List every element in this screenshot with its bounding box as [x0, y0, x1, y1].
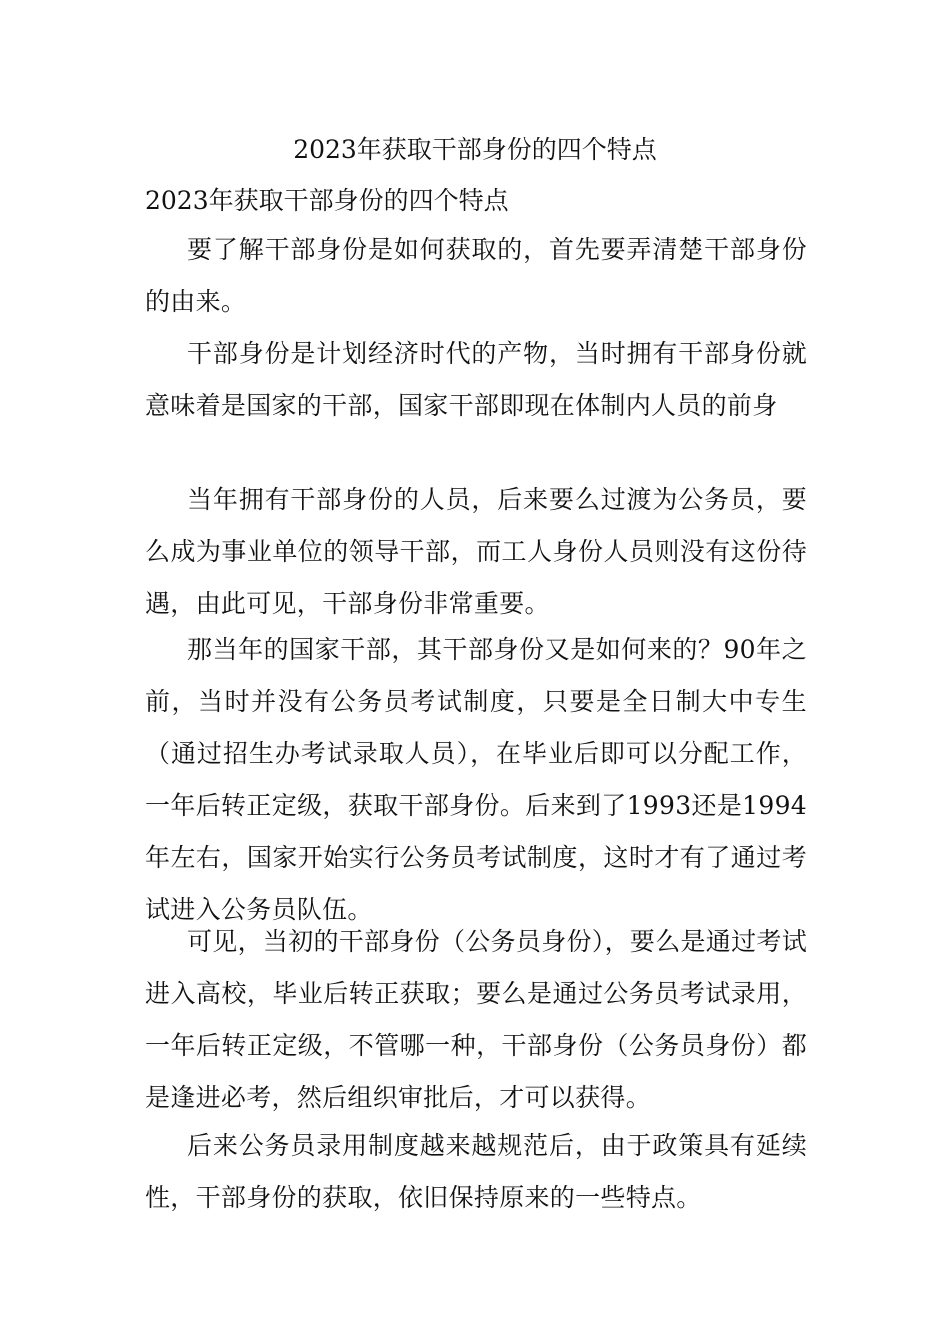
paragraph-3: 当年拥有干部身份的人员，后来要么过渡为公务员，要么成为事业单位的领导干部，而工人身份人员则没有这份待遇，由此可见，干部身份非常重要。 [145, 485, 807, 618]
paragraph-1: 要了解干部身份是如何获取的，首先要弄清楚干部身份的由来。 [145, 235, 807, 316]
paragraph-2: 干部身份是计划经济时代的产物，当时拥有干部身份就意味着是国家的干部，国家干部即现在体制内人员的前身 [145, 339, 807, 420]
paragraph-5: 可见，当初的干部身份（公务员身份），要么是通过考试进入高校，毕业后转正获取；要么是通过公务员考试录用，一年后转正定级，不管哪一种，干部身份（公务员身份）都是逢进必考，然后组织审批后，才可以获得。 [145, 927, 808, 1112]
document-subtitle: 2023年获取干部身份的四个特点 [145, 186, 509, 215]
document-title: 2023年获取干部身份的四个特点 [293, 135, 657, 164]
paragraph-6: 后来公务员录用制度越来越规范后，由于政策具有延续性，干部身份的获取，依旧保持原来的一些特点。 [145, 1131, 807, 1212]
paragraph-4: 那当年的国家干部，其干部身份又是如何来的？90年之前，当时并没有公务员考试制度，只要是全日制大中专生（通过招生办考试录取人员），在毕业后即可以分配工作，一年后转正定级，获取干部身份。后来到了1993还是1994年左右，国家开始实行公务员考试制度，这时才有了通过考试进入公务员队伍。 [145, 635, 807, 924]
